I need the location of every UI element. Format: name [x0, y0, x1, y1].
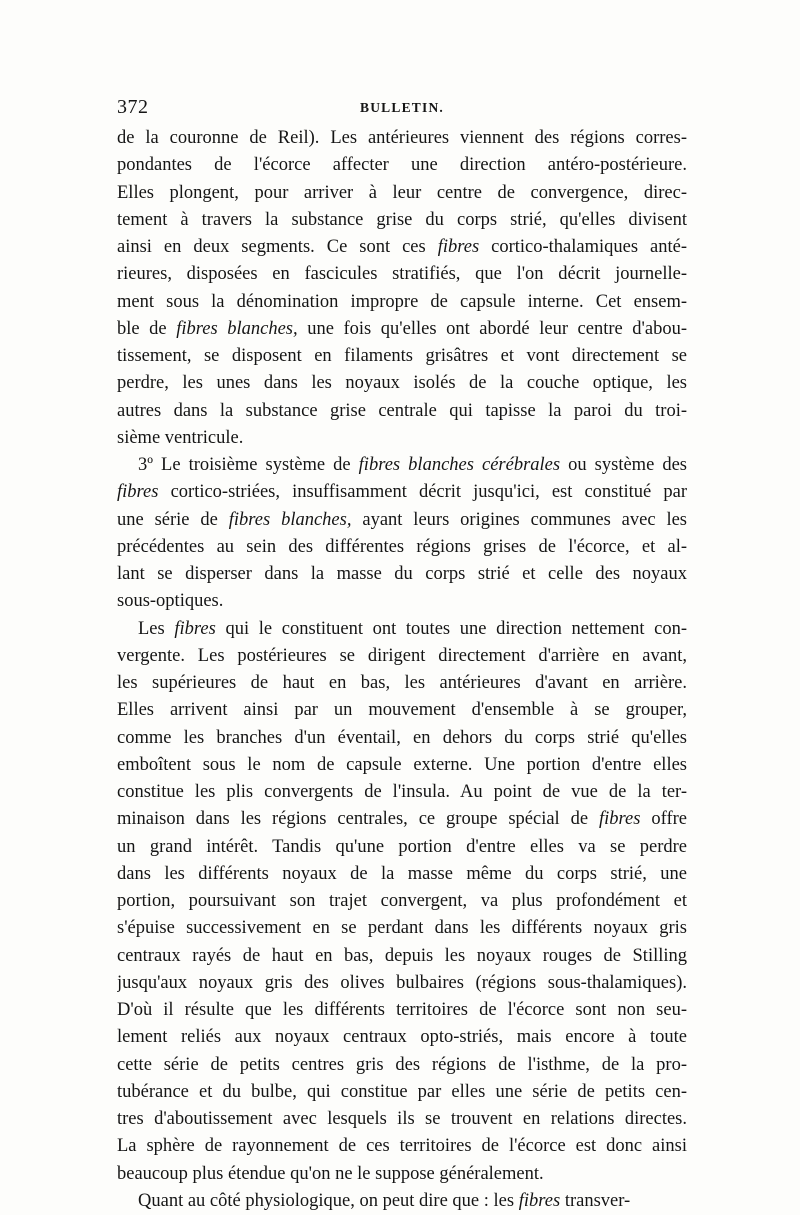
text-run: lant se disperser dans la masse du corps strié et celle des noyaux	[117, 564, 687, 584]
text-run: précédentes au sein des différentes régions grises de l'écorce, et al-	[117, 536, 687, 557]
text-run: rieures, disposées en fascicules stratifiés, que l'on décrit journelle-	[117, 264, 687, 285]
text-run: portion, poursuivant son trajet convergent, va plus profondément et	[117, 891, 687, 911]
text-run: les supérieures de haut en bas, les antérieures d'avant en arrière.	[117, 673, 687, 693]
italic-term: fibres	[437, 237, 480, 257]
text-run: pondantes de l'écorce affecter une direction antéro-postérieure.	[117, 155, 687, 176]
text-line	[117, 970, 687, 997]
text-line	[117, 234, 687, 261]
text-run: Elles arrivent ainsi par un mouvement d'ensemble à se grouper,	[117, 700, 687, 721]
text-line	[117, 180, 687, 207]
text-line	[117, 861, 687, 888]
page-header	[117, 96, 687, 122]
italic-term: fibres blanches,	[176, 318, 298, 339]
text-run: cortico-striées, insuffisamment décrit jusqu'ici, est constitué par	[158, 482, 687, 503]
text-run: de la couronne de Reil). Les antérieures viennent des régions corres-	[117, 128, 687, 148]
text-run: Elles plongent, pour arriver à leur centre de convergence, direc-	[117, 182, 687, 203]
text-line	[117, 670, 687, 697]
text-run: une série de	[117, 509, 229, 530]
text-line	[117, 915, 687, 942]
text-run: transver-	[560, 1190, 631, 1211]
text-line	[117, 1079, 687, 1106]
text-line	[117, 207, 687, 234]
text-line	[117, 943, 687, 970]
text-line	[117, 479, 687, 506]
text-run: ayant leurs origines communes avec les	[351, 509, 687, 530]
text-line	[117, 1188, 687, 1215]
text-line	[117, 588, 687, 615]
text-run: jusqu'aux noyaux gris des olives bulbaires (régions sous-thalamiques).	[117, 972, 687, 993]
text-line	[117, 752, 687, 779]
text-line	[117, 997, 687, 1024]
text-run: ble de	[117, 318, 177, 339]
text-line	[117, 616, 687, 643]
text-run: ment sous la dénomination impropre de capsule interne. Cet ensem-	[117, 291, 687, 312]
text-line	[117, 725, 687, 752]
text-line	[117, 452, 687, 479]
text-line	[117, 261, 687, 288]
italic-term: fibres	[599, 809, 641, 830]
italic-term: fibres	[174, 618, 216, 639]
text-run: tubérance et du bulbe, qui constitue par elles une série de petits cen-	[117, 1081, 687, 1102]
text-line	[117, 806, 687, 833]
text-line	[117, 1024, 687, 1051]
text-run: cette série de petits centres gris des régions de l'isthme, de la pro-	[117, 1054, 687, 1075]
text-line	[117, 643, 687, 670]
body-text	[117, 125, 687, 1215]
text-line	[117, 1133, 687, 1160]
text-run: tissement, se disposent en filaments grisâtres et vont directement se	[117, 346, 687, 366]
italic-term: fibres	[117, 482, 159, 503]
text-run: ainsi en deux segments. Ce sont ces	[117, 237, 438, 257]
running-title: BULLETIN.	[360, 100, 444, 115]
text-run: qui le constituent ont toutes une direction nettement con-	[215, 618, 687, 639]
text-line	[117, 697, 687, 724]
text-run: 3º Le troisième système de	[138, 455, 359, 475]
text-line	[117, 343, 687, 370]
text-line	[117, 561, 687, 588]
text-run: Les	[138, 618, 175, 639]
text-run: sième ventricule.	[117, 427, 244, 448]
text-run: un grand intérêt. Tandis qu'une portion d'entre elles va se perdre	[117, 836, 687, 857]
text-run: autres dans la substance grise centrale qui tapisse la paroi du troi-	[117, 400, 687, 421]
text-run: tres d'aboutissement avec lesquels ils se trouvent en relations directes.	[117, 1109, 687, 1129]
text-run: beaucoup plus étendue qu'on ne le suppose généralement.	[117, 1163, 544, 1184]
text-line	[117, 834, 687, 861]
text-line	[117, 1106, 687, 1133]
text-run: D'où il résulte que les différents territoires de l'écorce sont non seu-	[117, 1000, 687, 1020]
text-line	[117, 888, 687, 915]
text-run: minaison dans les régions centrales, ce groupe spécial de	[117, 809, 599, 830]
text-line	[117, 534, 687, 561]
text-line	[117, 152, 687, 179]
page-number: 372	[117, 96, 149, 118]
text-line	[117, 507, 687, 534]
text-line	[117, 425, 687, 452]
text-run: Quant au côté physiologique, on peut dire que : les	[138, 1190, 519, 1211]
text-run: comme les branches d'un éventail, en dehors du corps strié qu'elles	[117, 727, 687, 748]
italic-term: fibres blanches,	[228, 509, 352, 530]
text-run: perdre, les unes dans les noyaux isolés de la couche optique, les	[117, 373, 687, 394]
italic-term: fibres	[518, 1190, 561, 1211]
text-run: vergente. Les postérieures se dirigent directement d'arrière en avant,	[117, 645, 687, 666]
text-line	[117, 370, 687, 397]
text-run: centraux rayés de haut en bas, depuis les noyaux rouges de Stilling	[117, 945, 687, 966]
text-run: emboîtent sous le nom de capsule externe. Une portion d'entre elles	[117, 754, 687, 775]
text-run: tement à travers la substance grise du corps strié, qu'elles divisent	[117, 209, 687, 230]
text-run: lement reliés aux noyaux centraux opto-striés, mais encore à toute	[117, 1027, 687, 1048]
text-run: La sphère de rayonnement de ces territoires de l'écorce est donc ainsi	[117, 1136, 687, 1157]
italic-term: fibres blanches cérébrales	[358, 455, 561, 475]
text-line	[117, 316, 687, 343]
text-line	[117, 398, 687, 425]
text-line	[117, 1052, 687, 1079]
text-run: dans les différents noyaux de la masse même du corps strié, une	[117, 863, 687, 884]
text-run: ou système des	[560, 455, 687, 475]
text-run: cortico-thalamiques anté-	[479, 237, 687, 257]
text-line	[117, 779, 687, 806]
text-run: offre	[640, 809, 687, 830]
text-run: une fois qu'elles ont abordé leur centre d'abou-	[297, 318, 687, 339]
text-line	[117, 1161, 687, 1188]
text-run: s'épuise successivement en se perdant dans les différents noyaux gris	[117, 918, 687, 939]
text-run: sous-optiques.	[117, 591, 224, 612]
text-run: constitue les plis convergents de l'insula. Au point de vue de la ter-	[117, 782, 687, 802]
text-line	[117, 125, 687, 152]
text-line	[117, 289, 687, 316]
